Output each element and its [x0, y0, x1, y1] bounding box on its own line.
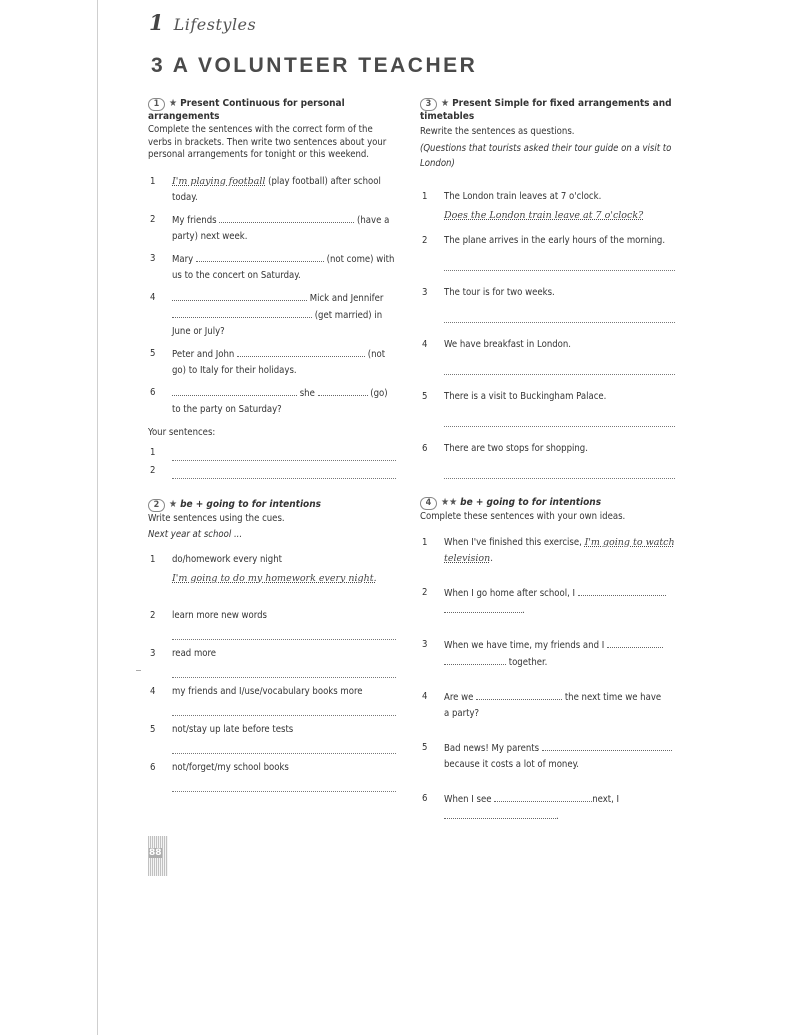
- exercise-number: 2: [148, 499, 165, 512]
- exercise-3-title: [420, 98, 675, 123]
- list-item: 1: [148, 445, 396, 461]
- blank-input[interactable]: [318, 385, 368, 396]
- list-item: 4 Are we the next time we have a party?: [422, 691, 662, 719]
- blank-input[interactable]: [219, 212, 354, 223]
- right-column: [420, 98, 675, 825]
- list-item: 3 read more: [148, 646, 396, 678]
- blank-input[interactable]: [578, 585, 666, 596]
- answer-line[interactable]: [444, 405, 675, 427]
- exercise-instructions: Complete these sentences with your own ideas.: [420, 510, 626, 522]
- star-icon: ★: [441, 98, 450, 109]
- blank-input[interactable]: [172, 290, 307, 301]
- blank-input[interactable]: [494, 791, 592, 802]
- list-item: 5 Bad news! My parents because it costs a lot of money.: [420, 740, 675, 773]
- list-item: 2 The plane arrives in the early hours of the morning.: [420, 233, 675, 271]
- answer-line[interactable]: [444, 353, 675, 375]
- star-icon: ★★: [441, 496, 458, 508]
- answer-line[interactable]: [444, 301, 675, 323]
- unit-number: 1: [149, 10, 164, 35]
- exercise-title-text: Present Continuous for personal arrangements: [148, 98, 345, 122]
- exercise-number: 1: [148, 98, 165, 111]
- list-item: 5 Peter and John (not go) to Italy for their holidays.: [150, 347, 386, 376]
- list-item: 1 do/homework every night I'm going to do my homework every night.: [150, 554, 377, 584]
- answer-line[interactable]: [172, 662, 396, 678]
- list-item: 5 not/stay up late before tests: [148, 722, 396, 754]
- star-icon: ★: [169, 98, 178, 109]
- blank-input[interactable]: [476, 689, 562, 700]
- list-item: 1 The London train leaves at 7 o'clock. Does the London train leave at 7 o'clock?: [422, 190, 644, 221]
- exercise-title-text: be + going to for intentions: [180, 498, 322, 510]
- answer-line[interactable]: [444, 249, 675, 271]
- unit-title: Lifestyles: [173, 15, 257, 34]
- answer-line[interactable]: [444, 457, 675, 479]
- answer-line[interactable]: [172, 700, 396, 716]
- list-item: 4 Mick and Jennifer (get married) in June or July?: [150, 291, 384, 337]
- list-item: 6 There are two stops for shopping.: [420, 441, 675, 479]
- exercise-intro: Next year at school ...: [148, 529, 243, 540]
- exercise-2-title: [148, 499, 396, 512]
- exercise-3: [420, 98, 675, 479]
- example-answer: I'm playing football: [172, 175, 266, 187]
- blank-input[interactable]: [444, 602, 522, 613]
- unit-header: [149, 10, 256, 38]
- list-item: 3 The tour is for two weeks.: [420, 285, 675, 323]
- list-item: 6 she (go) to the party on Saturday?: [150, 386, 388, 415]
- exercise-number: 4: [420, 497, 437, 510]
- exercise-title-text: be + going to for intentions: [460, 496, 602, 508]
- list-item: 5 There is a visit to Buckingham Palace.: [420, 389, 675, 427]
- exercise-title-text: Present Simple for fixed arrangements and timetables: [420, 98, 672, 122]
- list-item: 6 not/forget/my school books: [148, 760, 396, 792]
- blank-input[interactable]: [237, 346, 365, 357]
- page-number-tab: [148, 836, 168, 876]
- exercise-1-title: [148, 98, 396, 123]
- scan-mark: [136, 670, 141, 671]
- exercise-1: [148, 98, 396, 479]
- answer-line[interactable]: [172, 445, 396, 461]
- blank-input[interactable]: [444, 808, 556, 819]
- example-answer: I'm going to do my homework every night.: [172, 573, 377, 584]
- list-item: 3 When we have time, my friends and I together.: [420, 637, 675, 671]
- page-margin-line: [97, 0, 98, 1035]
- exercise-instructions: Write sentences using the cues.: [148, 512, 285, 524]
- example-answer: Does the London train leave at 7 o'clock?: [444, 209, 644, 221]
- list-item: 2: [148, 463, 396, 479]
- left-column: [148, 98, 396, 792]
- blank-input[interactable]: [444, 654, 506, 665]
- exercise-instructions: Rewrite the sentences as questions.: [420, 126, 575, 137]
- page-number: 88: [149, 848, 162, 858]
- list-item: 3 Mary (not come) with us to the concert on Saturday.: [150, 252, 395, 281]
- exercise-2: [148, 499, 396, 793]
- star-icon: ★: [169, 498, 178, 510]
- list-item: 4 my friends and I/use/vocabulary books more: [148, 684, 396, 716]
- your-sentences-label: Your sentences:: [148, 426, 216, 438]
- blank-input[interactable]: [172, 385, 297, 396]
- list-item: 1 I'm playing football (play football) after school today.: [150, 175, 381, 203]
- answer-line[interactable]: [172, 738, 396, 754]
- list-item: 2 When I go home after school, I .: [420, 585, 675, 619]
- exercise-4: [420, 497, 675, 826]
- list-item: 1 When I've finished this exercise, I'm going to watch television.: [422, 537, 675, 564]
- exercise-instructions: Complete the sentences with the correct form of the verbs in brackets. Then write two sentences about your personal arrangements for tonight or this weekend.: [148, 124, 387, 160]
- answer-line[interactable]: [172, 776, 396, 792]
- answer-line[interactable]: [172, 624, 396, 640]
- list-item: 2 learn more new words: [148, 608, 396, 640]
- list-item: 6 When I see next, I .: [422, 793, 620, 822]
- exercise-intro: (Questions that tourists asked their tour guide on a visit to London): [420, 142, 672, 169]
- blank-input[interactable]: [542, 740, 672, 751]
- answer-line[interactable]: [172, 463, 396, 479]
- blank-input[interactable]: [196, 251, 324, 262]
- blank-input[interactable]: [172, 307, 312, 318]
- list-item: 2 My friends (have a party) next week.: [150, 213, 390, 242]
- blank-input[interactable]: [607, 637, 663, 648]
- exercise-number: 3: [420, 98, 437, 111]
- exercise-4-title: [420, 497, 675, 510]
- list-item: 4 We have breakfast in London.: [420, 337, 675, 375]
- lesson-title: 3 A VOLUNTEER TEACHER: [151, 54, 478, 77]
- example-answer: I'm going to watch television: [444, 537, 675, 564]
